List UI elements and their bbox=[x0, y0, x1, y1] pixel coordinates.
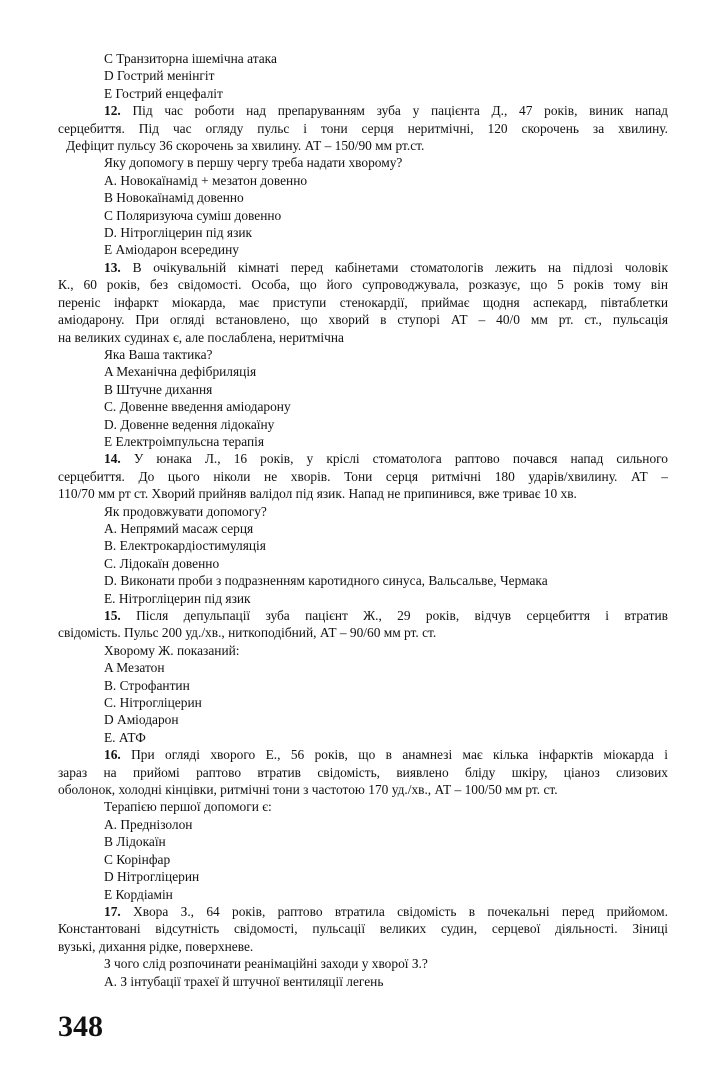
question-line: свідомість. Пульс 200 уд./хв., ниткоподібний, АТ – 90/60 мм рт. ст. bbox=[58, 625, 437, 641]
question-14 bbox=[58, 450, 668, 607]
option-line: A. Преднізолон bbox=[104, 816, 193, 832]
question-17 bbox=[58, 903, 668, 990]
option-line: E. Нітрогліцерин під язик bbox=[104, 590, 251, 606]
option-line: D. Нітрогліцерин під язик bbox=[104, 225, 253, 241]
question-first-line bbox=[58, 607, 668, 624]
option-line: E Аміодарон всередину bbox=[104, 242, 239, 258]
option-line: C Корінфар bbox=[104, 851, 171, 867]
option-line: C. Лідокаїн довенно bbox=[104, 555, 220, 571]
option-line: C Транзиторна ішемічна атака bbox=[104, 51, 277, 66]
option-line: E. АТФ bbox=[104, 729, 146, 745]
option-line: A Механічна дефібриляція bbox=[104, 364, 257, 380]
question-text: Після депульпації зуба пацієнт Ж., 29 років, відчув серцебиття і втратив bbox=[136, 608, 668, 623]
prev-options bbox=[58, 50, 668, 102]
question-line: 110/70 мм рт ст. Хворий прийняв валідол під язик. Напад не припинився, вже триває 10 хв. bbox=[58, 486, 577, 502]
option-line: D. Виконати проби з подразненням каротидного синуса, Вальсальве, Чермака bbox=[104, 573, 548, 589]
question-prompt: Яка Ваша тактика? bbox=[104, 346, 213, 362]
question-line: серцебиття. Під час огляду пульс і тони серця неритмічні, 120 скорочень за хвилину. bbox=[58, 120, 668, 136]
question-line: серцебиття. До цього ніколи не хворів. Тони серця ритмічні 180 ударів/хвилину. АТ – bbox=[58, 468, 668, 484]
option-line: D Нітрогліцерин bbox=[104, 869, 200, 885]
page-number: 348 bbox=[58, 1010, 103, 1043]
option-line: B. Строфантин bbox=[104, 677, 190, 693]
question-16 bbox=[58, 746, 668, 903]
question-prompt: Терапією першої допомоги є: bbox=[104, 799, 272, 815]
question-first-line bbox=[58, 746, 668, 763]
question-number: 14. bbox=[104, 451, 121, 467]
question-line: зараз на прийомі раптово втратив свідомість, виявлено бліду шкіру, ціаноз слизових bbox=[58, 764, 668, 780]
option-line: D. Довенне ведення лідокаїну bbox=[104, 416, 275, 432]
option-line: A. Новокаїнамід + мезатон довенно bbox=[104, 172, 308, 188]
question-line: К., 60 років, без свідомості. Особа, що його супроводжувала, розказує, що 5 років тому він bbox=[58, 277, 668, 293]
question-first-line bbox=[58, 259, 668, 276]
question-line: на великих судинах є, але послаблена, неритмічна bbox=[58, 329, 344, 345]
question-first-line bbox=[58, 450, 668, 467]
option-line: E Кордіамін bbox=[104, 886, 173, 902]
option-line: E Електроімпульсна терапія bbox=[104, 433, 265, 449]
question-number: 16. bbox=[104, 747, 121, 763]
option-line: C. Нітрогліцерин bbox=[104, 695, 202, 711]
question-15 bbox=[58, 607, 668, 746]
question-line: вузькі, дихання рідке, поверхневе. bbox=[58, 938, 254, 954]
question-prompt: Як продовжувати допомогу? bbox=[104, 503, 267, 519]
question-12 bbox=[58, 102, 668, 259]
question-number: 17. bbox=[104, 903, 121, 919]
option-line: D Гострий менінгіт bbox=[104, 68, 215, 84]
question-number: 15. bbox=[104, 608, 121, 623]
question-line: Константовані відсутність свідомості, пульсації великих судин, серцевої діяльності. Зіниці bbox=[58, 921, 668, 937]
option-line: A Мезатон bbox=[104, 660, 165, 676]
option-line: C Поляризуюча суміш довенно bbox=[104, 207, 282, 223]
question-line: Дефіцит пульсу 36 скорочень за хвилину. АТ – 150/90 мм рт.ст. bbox=[66, 138, 425, 154]
question-13 bbox=[58, 259, 668, 450]
option-line: B Штучне дихання bbox=[104, 381, 213, 397]
question-prompt: З чого слід розпочинати реанімаційні заходи у хворої З.? bbox=[104, 956, 428, 972]
option-line: E Гострий енцефаліт bbox=[104, 85, 223, 101]
option-line: B. Електрокардіостимуляція bbox=[104, 538, 266, 554]
question-line: переніс інфаркт міокарда, має приступи стенокардії, приймає щодня аспекард, півтаблетки bbox=[58, 294, 668, 310]
question-text: В очікувальній кімнаті перед кабінетами стоматологів лежить на підлозі чоловік bbox=[132, 259, 668, 275]
option-line: B Лідокаїн bbox=[104, 834, 166, 850]
option-line: A. З інтубації трахеї й штучної вентиляції легень bbox=[104, 973, 384, 989]
question-first-line bbox=[58, 903, 668, 920]
option-line: A. Непрямий масаж серця bbox=[104, 520, 254, 536]
question-number: 13. bbox=[104, 259, 121, 275]
option-line: B Новокаїнамід довенно bbox=[104, 190, 244, 206]
question-text: При огляді хворого Е., 56 років, що в анамнезі має кілька інфарктів міокарда і bbox=[131, 747, 668, 763]
option-line: C. Довенне введення аміодарону bbox=[104, 399, 291, 415]
question-number: 12. bbox=[104, 103, 121, 119]
question-line: аміодарону. При огляді встановлено, що хворий в ступорі АТ – 40/0 мм рт. ст., пульсація bbox=[58, 312, 668, 328]
question-text: Хвора З., 64 років, раптово втратила свідомість в почекальні перед прийомом. bbox=[133, 903, 668, 919]
question-text: У юнака Л., 16 років, у кріслі стоматолога раптово почався напад сильного bbox=[133, 451, 668, 467]
question-line: оболонок, холодні кінцівки, ритмічні тони з частотою 170 уд./хв., АТ – 100/50 мм рт. ст. bbox=[58, 782, 558, 798]
question-text: Під час роботи над препаруванням зуба у пацієнта Д., 47 років, виник напад bbox=[132, 103, 668, 119]
option-line: D Аміодарон bbox=[104, 712, 179, 728]
question-prompt: Яку допомогу в першу чергу треба надати хворому? bbox=[104, 155, 403, 171]
question-first-line bbox=[58, 102, 668, 119]
page-body bbox=[58, 50, 668, 990]
question-prompt: Хворому Ж. показаний: bbox=[104, 642, 240, 658]
